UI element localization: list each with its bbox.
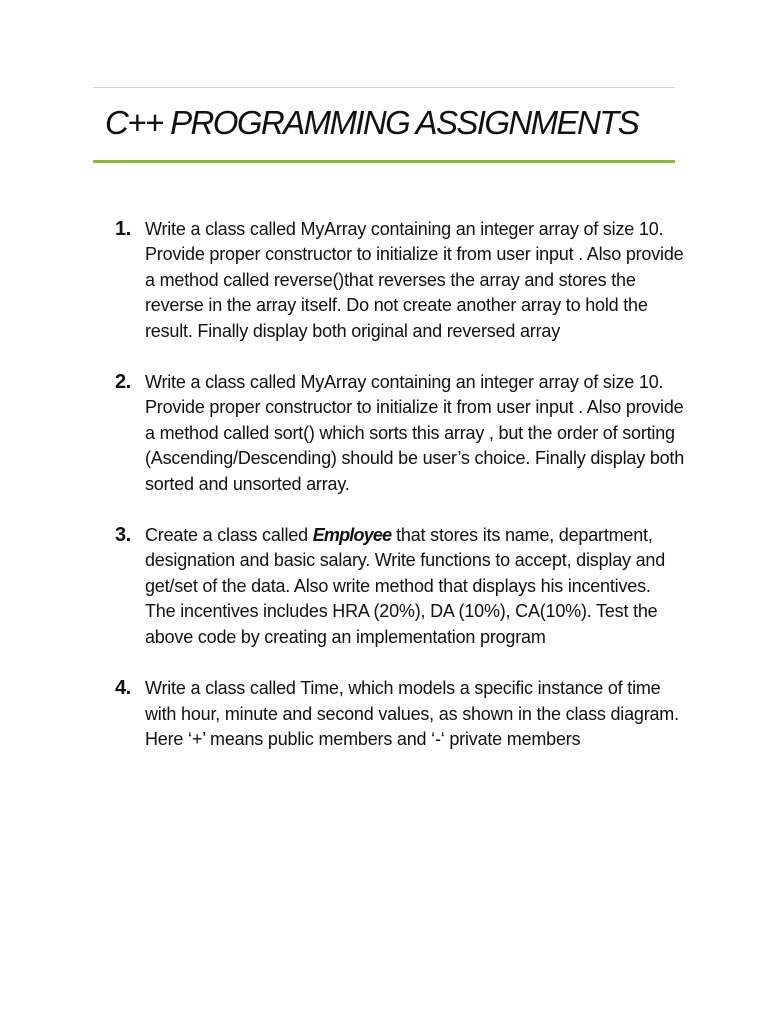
assignment-list (115, 217, 685, 778)
assignment-text: Write a class called Time, which models a specific instance of time with hour, minute and second values, as shown in the class diagram. Here ‘+’ means public members and ‘-‘ private members (145, 678, 679, 749)
employee-class-name: Employee (312, 525, 392, 546)
assignment-text-lead: Create a class called (145, 525, 313, 546)
assignment-text: Write a class called MyArray containing an integer array of size 10. Provide proper constructor to initialize it from user input . Also provide a method called sort() which sorts this array , but the order of sorting (Ascending/Descending) should be user’s choice. Finally display both sorted and unsorted array. (145, 372, 685, 494)
assignment-number: 2. (115, 371, 131, 394)
assignment-text-rest: that stores its name, department, designation and basic salary. Write functions to accept, display and get/set of the data. Also write method that displays his incentives. The incentives includes HRA (20%), DA (10%), CA(10%). Test the above code by creating an implementation program (145, 525, 666, 647)
assignment-number: 4. (115, 677, 131, 700)
assignment-item-1 (115, 217, 685, 344)
page-title: C++ PROGRAMMING ASSIGNMENTS (105, 104, 639, 141)
assignment-text: Write a class called MyArray containing an integer array of size 10. Provide proper constructor to initialize it from user input . Also provide a method called reverse()that reverses the array and stores the reverse in the array itself. Do not create another array to hold the result. Finally display both original and reversed array (145, 219, 684, 341)
assignment-number: 1. (115, 218, 131, 240)
assignment-item-4 (115, 676, 685, 752)
assignment-number: 3. (115, 524, 131, 547)
title-underline (93, 160, 675, 163)
assignment-text (145, 523, 685, 650)
assignment-item-2 (115, 370, 685, 497)
assignment-item-3 (115, 523, 685, 650)
top-divider (93, 87, 675, 88)
